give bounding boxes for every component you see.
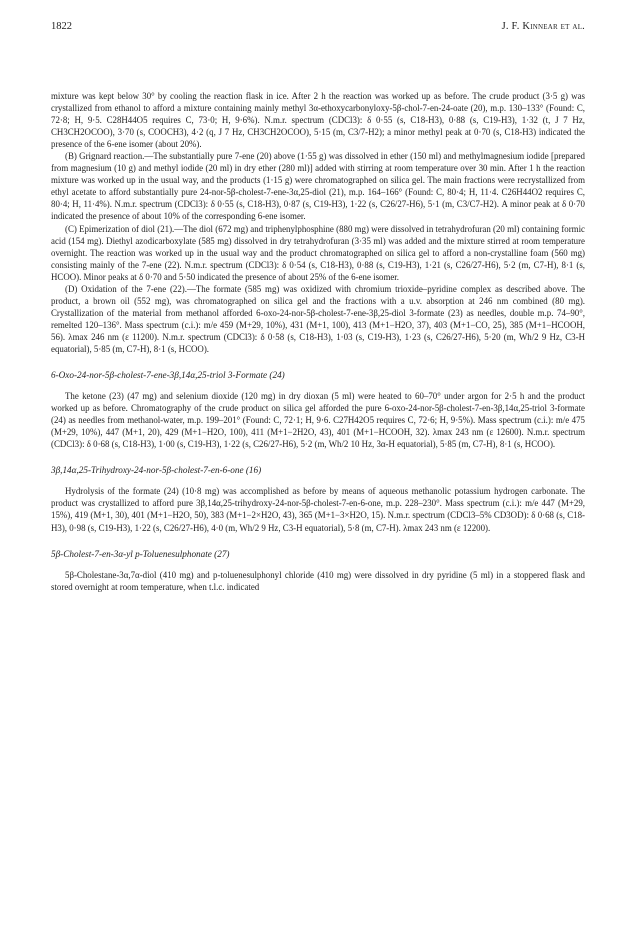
page-header	[51, 0, 585, 37]
paragraph-continuation: mixture was kept below 30° by cooling the reaction flask in ice. After 2 h the reaction was worked up as before. The crude product (3·5 g) was crystallized from ethanol to afford a mixture containing mainly methyl 3α-ethoxycarbonyloxy-5β-chol-7-en-24-oate (20), m.p. 130–133° (Found: C, 72·8; H, 9·5. C28H44O5 requires C, 73·0; H, 9·6%). N.m.r. spectrum (CDCl3): δ 0·55 (s, C18-H3), 0·88 (s, C19-H3), 1·32 (t, J 7 Hz, CH3CH2OCOO), 3·70 (s, COOCH3), 4·2 (q, J 7 Hz, CH3CH2OCOO), 5·15 (m, C3/7-H2); a minor methyl peak at 0·70 (s, C18-H3) indicated the presence of the 6-ene isomer (about 20%).	[51, 91, 585, 150]
section-heading-trihydroxy-16: 3β,14α,25-Trihydroxy-24-nor-5β-cholest-7-en-6-one (16)	[51, 465, 262, 476]
section-text-toluenesulphonate-27: 5β-Cholestane-3α,7α-diol (410 mg) and p-toluenesulphonyl chloride (410 mg) were dissolved in dry pyridine (5 ml) in a stoppered flask and stored overnight at room temperature, when t.l.c. indicated	[51, 569, 585, 592]
running-head: J. F. Kinnear et al.	[501, 21, 585, 32]
section-text-formate-24: The ketone (23) (47 mg) and selenium dioxide (120 mg) in dry dioxan (5 ml) were heated to 60–70° under argon for 2·5 h and the product worked up as before. Chromatography of the crude product on silica gel afforded the pure 6-oxo-24-nor-5β-cholest-7-en-3β,14α,25-triol 3-formate (24) as needles from methanol-water, m.p. 199–201° (Found: C, 72·1; H, 9·6. C27H42O5 requires C, 72·6; H, 9·5%). Mass spectrum (c.i.): m/e 475 (M+29, 10%), 447 (M+1, 20), 429 (M+1−H2O, 100), 411 (M+1−2H2O, 43), 401 (M+1−HCOOH, 32). λmax 243 nm (ε 12600). N.m.r. spectrum (CDCl3): δ 0·68 (s, C18-H3), 1·00 (s, C19-H3), 1·22 (s, C26/27-H6), 5·2 (m, Wh/2 10 Hz, 3α-H equatorial), 5·85 (m, C7-H), 8·1 (s, HCOO).	[51, 391, 585, 450]
paragraph-grignard-reaction: (B) Grignard reaction.—The substantially pure 7-ene (20) above (1·55 g) was dissolved in ether (150 ml) and methylmagnesium iodide [prepared from magnesium (10 g) and methyl iodide (20 ml) in dry ether (280 ml)] added with stirring at room temperature over 30 min. After 1 h the reaction mixture was worked up in the usual way, and the products (1·15 g) were chromatographed on silica gel. The main fractions were recrystallized from ethyl acetate to afford substantially pure 24-nor-5β-cholest-7-ene-3α,25-diol (21), m.p. 164–166° (Found: C, 80·4; H, 11·4. C26H44O2 requires C, 80·4; H, 11·4%). N.m.r. spectrum (CDCl3): δ 0·55 (s, C18-H3), 0·87 (s, C19-H3), 1·22 (s, C26/27-H6), 5·1 (m, C3/C7-H2). A minor peak at δ 0·70 indicated the presence of about 10% of the corresponding 6-ene isomer.	[51, 151, 585, 222]
section-heading-toluenesulphonate-27: 5β-Cholest-7-en-3α-yl p-Toluenesulphonate (27)	[51, 548, 230, 559]
page-number: 1822	[51, 21, 72, 32]
paragraph-oxidation: (D) Oxidation of the 7-ene (22).—The formate (585 mg) was oxidized with chromium trioxide–pyridine complex as described above. The product, a brown oil (552 mg), was chromatographed on silica gel and the fractions with a u.v. absorption at 246 nm combined (80 mg). Crystallization of the material from methanol afforded 6-oxo-24-nor-5β-cholest-7-ene-3β,25-diol 3-formate (23) as needles, double m.p. 74–90°, remelted 120–136°. Mass spectrum (c.i.): m/e 459 (M+29, 10%), 431 (M+1, 100), 413 (M+1−H2O, 37), 403 (M+1−CO, 25), 385 (M+1−HCOOH, 56). λmax 246 nm (ε 11200). N.m.r. spectrum (CDCl3): δ 0·58 (s, C18-H3), 1·03 (s, C19-H3), 1·23 (s, C26/27-H6), 5·20 (m, Wh/2 9 Hz, C3-H equatorial), 5·85 (m, C7-H), 8·1 (s, HCOO).	[51, 283, 585, 354]
article-body	[51, 90, 585, 593]
section-text-trihydroxy-16: Hydrolysis of the formate (24) (10·8 mg) was accomplished as before by means of aqueous methanolic potassium hydrogen carbonate. The product was crystallized to afford pure 3β,14α,25-trihydroxy-24-nor-5β-cholest-7-en-6-one, m.p. 228–230°. Mass spectrum (c.i.): m/e 447 (M+29, 15%), 419 (M+1, 30), 401 (M+1−H2O, 50), 383 (M+1−2×H2O, 43), 365 (M+1−3×H2O, 15). N.m.r. spectrum (CDCl3–5% CD3OD): δ 0·68 (s, C18-H3), 0·98 (s, C19-H3), 1·22 (s, C26/27-H6), 4·0 (m, Wh/2 9 Hz, C3-H equatorial), 5·8 (m, C7-H). λmax 243 nm (ε 12200).	[51, 486, 585, 533]
section-heading-formate-24: 6-Oxo-24-nor-5β-cholest-7-ene-3β,14α,25-triol 3-Formate (24)	[51, 370, 285, 381]
paragraph-epimerization: (C) Epimerization of diol (21).—The diol (672 mg) and triphenylphosphine (880 mg) were dissolved in tetrahydrofuran (20 ml) containing formic acid (154 mg). Diethyl azodicarboxylate (585 mg) dissolved in dry tetrahydrofuran (3·35 ml) was added and the mixture stirred at room temperature overnight. The reaction was worked up in the usual way and the product chromatographed on silica gel to afford a non-crystalline foam (560 mg) consisting mainly of the 7-ene (22). N.m.r. spectrum (CDCl3): δ 0·54 (s, C18-H3), 0·88 (s, C19-H3), 1·21 (s, C26/27-H6), 5·2 (m, C7-H), 8·1 (s, HCOO). Minor peaks at δ 0·70 and 5·50 indicated the presence of about 25% of the 6-ene isomer.	[51, 223, 585, 282]
